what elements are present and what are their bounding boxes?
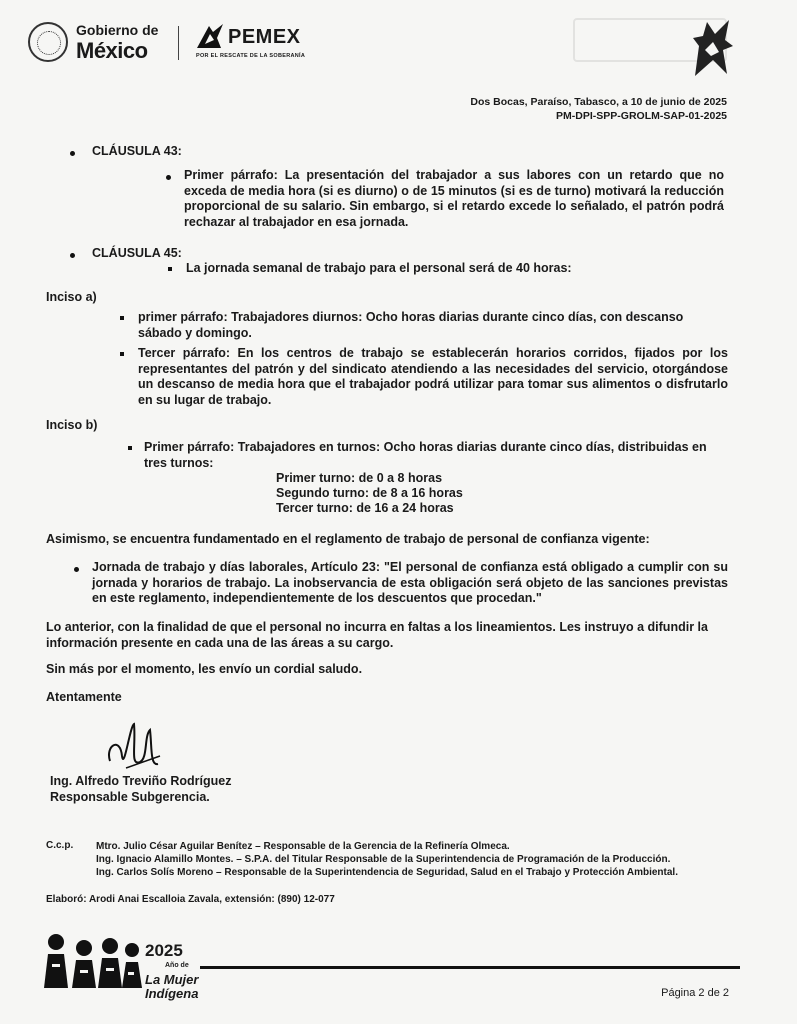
bullet-icon (168, 267, 172, 271)
elaboro-line: Elaboró: Arodi Anai Escalloia Zavala, extensión: (890) 12-077 (46, 894, 335, 905)
articulo-23-paragraph: Jornada de trabajo y días laborales, Artículo 23: "El personal de confianza está obligado a cumplir con su jornada y horarios de trabajo. La inobservancia de esta obligación será objeto de las sanciones previstas en este reglamento, independientemente de los descuentos que procedan." (92, 560, 728, 605)
coat-of-arms-icon (28, 22, 68, 62)
clausula45-title: CLÁUSULA 45: (92, 246, 182, 260)
bullet-icon (166, 175, 171, 180)
date-reference-block (470, 95, 727, 123)
bullet-icon (120, 316, 124, 320)
inciso-a-label: Inciso a) (46, 290, 97, 304)
header-divider (178, 26, 179, 60)
year: 2025 (145, 941, 183, 960)
page-number: Página 2 de 2 (661, 987, 729, 999)
year-line2: La Mujer (145, 972, 199, 987)
turno-3: Tercer turno: de 16 a 24 horas (276, 501, 454, 515)
sin-mas-paragraph: Sin más por el momento, les envío un cordial saludo. (46, 662, 363, 676)
bullet-icon (128, 446, 132, 450)
pemex-wordmark: PEMEX (228, 26, 301, 48)
bullet-icon (70, 253, 75, 258)
bullet-icon (70, 151, 75, 156)
gobierno-line2: México (76, 38, 148, 63)
lo-anterior-paragraph: Lo anterior, con la finalidad de que el personal no incurra en faltas a los lineamientos. Les instruyo a difundir la información presente en cada una de las áreas a su cargo. (46, 620, 708, 650)
document-reference: PM-DPI-SPP-GROLM-SAP-01-2025 (556, 110, 727, 122)
ccp-item: Ing. Carlos Solís Moreno – Responsable de la Superintendencia de Seguridad, Salud en el Trabajo y Protección Ambiental. (96, 867, 678, 878)
inciso-b-primer-parrafo: Primer párrafo: Trabajadores en turnos: Ocho horas diarias durante cinco días, distribuidas en tres turnos: (144, 440, 707, 470)
footer-rule (200, 966, 740, 969)
clausula43-title: CLÁUSULA 43: (92, 144, 182, 158)
inciso-a-primer-parrafo: primer párrafo: Trabajadores diurnos: Ocho horas diarias durante cinco días, con descanso sábado y domingo. (138, 310, 684, 340)
ccp-list (96, 840, 678, 879)
year-small-text: Año de (165, 962, 189, 969)
atentamente: Atentamente (46, 690, 122, 704)
signer-name: Ing. Alfredo Treviño Rodríguez (50, 774, 232, 788)
signer-role: Responsable Subgerencia. (50, 790, 210, 804)
year-of-indigenous-woman (145, 941, 199, 1001)
bullet-icon (74, 567, 79, 572)
inciso-b-label: Inciso b) (46, 418, 98, 432)
bullet-icon (120, 352, 124, 356)
gobierno-line1: Gobierno de (76, 22, 159, 38)
ccp-item: Ing. Ignacio Alamillo Montes. – S.P.A. del Titular Responsable de la Superintendencia de Programación de la Producción. (96, 854, 671, 865)
clausula43-text: Primer párrafo: La presentación del trabajador a sus labores con un retardo que no exceda de media hora (si es diurno) o de 15 minutos (si es de turno) motivará la reducción proporcional de su salario. Sin embargo, si el retardo excede lo señalado, el patrón podrá rechazar al trabajador en esa jornada. (184, 168, 724, 229)
inciso-a-tercer-parrafo: Tercer párrafo: En los centros de trabajo se establecerán horarios corridos, fijados por los representantes del patrón y del sindicato atendiendo a las necesidades del servicio, otorgándose un descanso de media hora que el trabajador podrá utilizar para tomar sus alimentos o disfrutarlo en su lugar de trabajo. (138, 346, 728, 407)
ccp-label: C.c.p. (46, 840, 74, 851)
asimismo-paragraph: Asimismo, se encuentra fundamentado en el reglamento de trabajo de personal de confianza vigente: (46, 532, 650, 546)
ccp-item: Mtro. Julio César Aguilar Benítez – Responsable de la Gerencia de la Refinería Olmeca. (96, 841, 510, 852)
place-date: Dos Bocas, Paraíso, Tabasco, a 10 de junio de 2025 (470, 96, 727, 108)
indigenous-women-illustration-icon (40, 928, 144, 990)
pemex-eagle-icon (195, 22, 225, 50)
handwritten-signature (100, 716, 170, 776)
turno-1: Primer turno: de 0 a 8 horas (276, 471, 443, 485)
corner-emblem-icon (689, 16, 737, 80)
turno-2: Segundo turno: de 8 a 16 horas (276, 486, 463, 500)
year-line3: Indígena (145, 986, 199, 1001)
pemex-tagline: POR EL RESCATE DE LA SOBERANÍA (196, 53, 306, 59)
clausula45-intro: La jornada semanal de trabajo para el personal será de 40 horas: (186, 261, 572, 275)
